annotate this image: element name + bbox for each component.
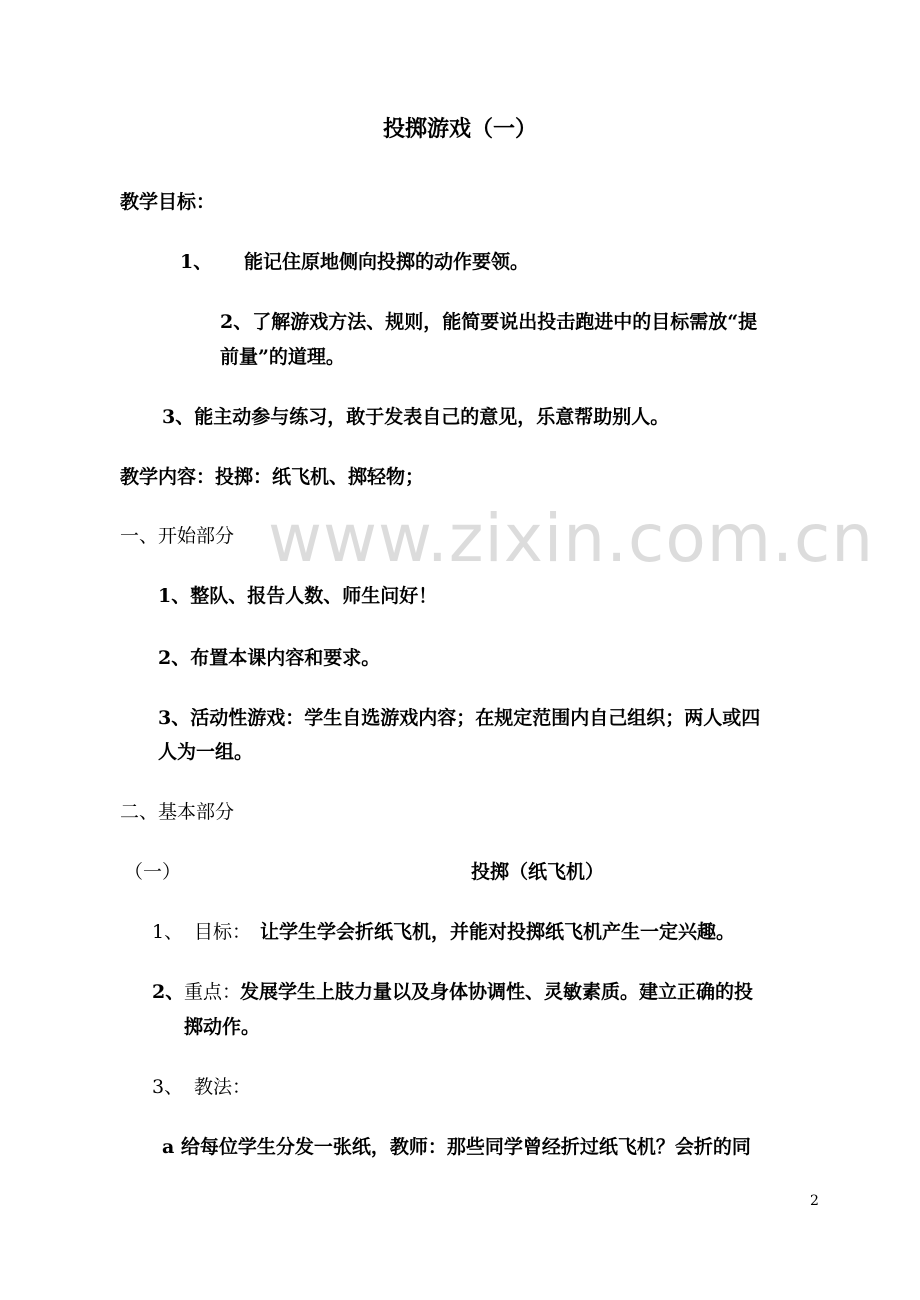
focus-label: 重点： <box>184 981 242 1003</box>
page-title: 投掷游戏（一） <box>382 116 537 142</box>
method-number: 3、 <box>152 1076 184 1098</box>
part-1-item-3-line-2: 人为一组。 <box>158 741 254 763</box>
focus-line-2: 掷动作。 <box>184 1016 261 1038</box>
section-title: 投掷（纸飞机） <box>471 861 605 883</box>
objective-3: 3、能主动参与练习，敢于发表自己的意见，乐意帮助别人。 <box>162 406 670 428</box>
method-label: 教法： <box>194 1076 252 1098</box>
objective-2-line-1: 2、了解游戏方法、规则，能简要说出投击跑进中的目标需放“提 <box>220 311 758 333</box>
page-number: 2 <box>810 1193 819 1209</box>
part-1-heading: 一、开始部分 <box>120 525 235 547</box>
goal-label: 目标： <box>194 921 252 943</box>
goal-number: 1、 <box>152 921 184 943</box>
objective-2-line-2: 前量”的道理。 <box>220 346 345 368</box>
watermark: www.zixin.com.cn <box>268 500 875 577</box>
objective-1-text: 能记住原地侧向投掷的动作要领。 <box>244 251 530 273</box>
section-label: （一） <box>124 861 182 883</box>
teaching-content: 教学内容：投掷：纸飞机、掷轻物； <box>120 466 425 488</box>
goal-text: 让学生学会折纸飞机，并能对投掷纸飞机产生一定兴趣。 <box>260 921 736 943</box>
part-1-item-1: 1、整队、报告人数、师生问好！ <box>158 585 438 607</box>
part-1-item-2: 2、布置本课内容和要求。 <box>158 647 381 669</box>
method-a-text: a 给每位学生分发一张纸，教师：那些同学曾经折过纸飞机？会折的同 <box>162 1136 751 1158</box>
focus-number: 2、 <box>152 981 185 1003</box>
part-1-item-3-line-1: 3、活动性游戏：学生自选游戏内容；在规定范围内自己组织；两人或四 <box>158 707 761 729</box>
focus-text: 发展学生上肢力量以及身体协调性、灵敏素质。建立正确的投 <box>240 981 754 1003</box>
objective-1-number: 1、 <box>180 251 213 273</box>
objectives-heading: 教学目标： <box>120 191 216 213</box>
part-2-heading: 二、基本部分 <box>120 801 235 823</box>
